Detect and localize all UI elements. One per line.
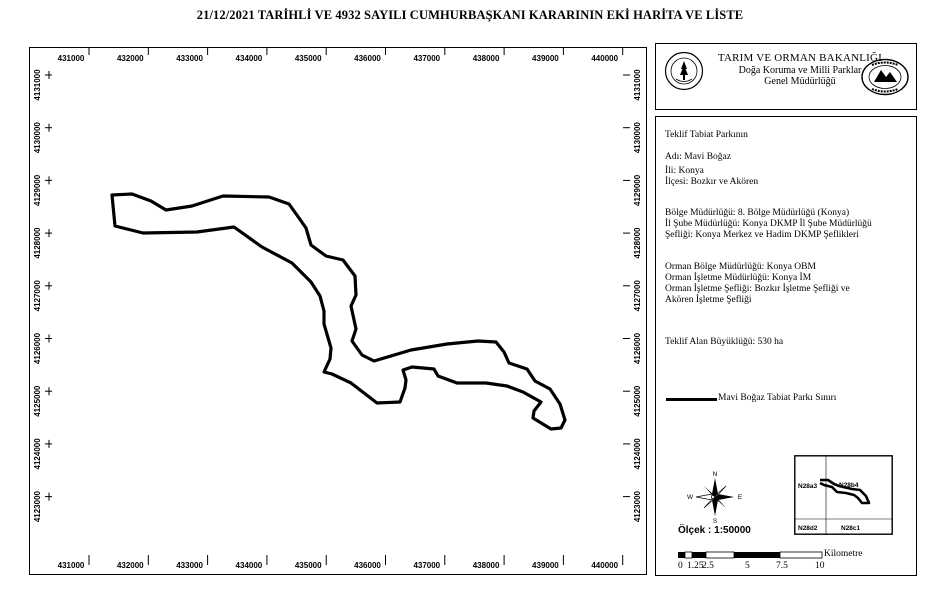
scale-ratio: Ölçek : 1:50000 [678,525,751,536]
x-tick-label-top: 438000 [472,54,500,63]
y-tick-label-right: 4129000 [633,174,642,206]
scale-unit: Kilometre [824,549,863,559]
y-tick-label-right: 4124000 [633,438,642,470]
park-province: İli: Konya [665,166,704,176]
x-tick-label-bottom: 439000 [532,561,559,570]
x-tick-label-top: 435000 [294,54,322,63]
park-name: Adı: Mavi Boğaz [665,152,731,162]
scale-tick-2-5: 2.5 [702,561,714,571]
y-tick-label-left: 4126000 [33,332,42,365]
sheet-n28d2: N28d2 [798,525,818,532]
x-tick-label-bottom: 440000 [591,561,619,570]
map-canvas [30,48,645,573]
chiefdom: Şefliği: Konya Merkez ve Hadim DKMP Şeflikleri [665,230,859,240]
region-directorate: Bölge Müdürlüğü: 8. Bölge Müdürlüğü (Konya) [665,208,850,218]
x-tick-label-top: 434000 [235,54,263,63]
y-tick-label-right: 4128000 [633,227,642,259]
info-heading: Teklif Tabiat Parkının [665,130,748,140]
park-boundary [112,194,565,429]
map-title: 21/12/2021 TARİHLİ VE 4932 SAYILI CUMHURBAŞKANI KARARININ EKİ HARİTA VE LİSTE [196,8,744,22]
x-tick-label-top: 440000 [591,54,619,63]
scale-tick-5: 5 [745,561,750,571]
y-tick-label-right: 4130000 [633,122,642,154]
forest-region: Orman Bölge Müdürlüğü: Konya OBM [665,262,816,272]
y-tick-label-right: 4131000 [633,69,642,101]
y-tick-label-left: 4124000 [33,438,42,470]
milli-parklar-seal-icon [860,58,910,96]
sheet-n28a3: N28a3 [798,483,818,490]
x-tick-label-top: 437000 [413,54,441,63]
x-tick-label-top: 432000 [116,54,144,63]
x-tick-label-bottom: 431000 [57,561,85,570]
index-map [794,455,893,535]
y-tick-label-right: 4123000 [633,491,642,523]
x-tick-label-bottom: 433000 [176,561,203,570]
park-district: İlçesi: Bozkır ve Akören [665,177,759,187]
agency-header [655,43,917,110]
compass-e: E [737,494,743,501]
y-tick-label-right: 4125000 [633,385,642,417]
scale-tick-0: 0 [678,561,683,571]
compass-rose-icon [687,469,743,525]
y-tick-label-left: 4130000 [33,122,42,154]
scale-tick-1-25: 1.25 [687,561,704,571]
legend-line-symbol [666,398,717,401]
scale-tick-10: 10 [815,561,825,571]
x-tick-label-bottom: 437000 [413,561,441,570]
department-line-2: Genel Müdürlüğü [764,76,836,87]
x-tick-label-top: 431000 [57,54,85,63]
x-tick-label-bottom: 438000 [472,561,500,570]
y-tick-label-left: 4127000 [33,280,42,312]
y-tick-label-left: 4128000 [33,227,42,259]
branch-directorate: İl Şube Müdürlüğü: Konya DKMP İl Şube Müdürlüğü [665,219,872,229]
y-tick-label-right: 4127000 [633,280,642,312]
x-tick-label-top: 433000 [176,54,203,63]
sheet-n28c1: N28c1 [841,525,861,532]
y-tick-label-left: 4129000 [33,174,42,206]
y-tick-label-left: 4125000 [33,385,42,417]
map-frame [29,47,647,575]
x-tick-label-top: 439000 [532,54,559,63]
forest-chiefdom-2: Akören İşletme Şefliği [665,295,752,305]
info-panel [655,116,917,576]
department-line-1: Doğa Koruma ve Milli Parklar [738,65,862,76]
x-tick-label-bottom: 434000 [235,561,263,570]
forest-chiefdom-1: Orman İşletme Şefliği: Bozkır İşletme Şefliği ve [665,284,850,294]
compass-n: N [712,471,718,478]
x-tick-label-top: 436000 [354,54,381,63]
forest-management: Orman İşletme Müdürlüğü: Konya İM [665,273,812,283]
sheet-n28b4: N28b4 [839,482,859,489]
x-tick-label-bottom: 432000 [116,561,144,570]
y-tick-label-left: 4123000 [33,491,42,523]
y-tick-label-left: 4131000 [33,69,42,101]
compass-s: S [712,518,718,525]
scale-tick-7-5: 7.5 [776,561,788,571]
ministry-seal-icon [664,51,704,91]
park-area: Teklif Alan Büyüklüğü: 530 ha [665,337,784,347]
x-tick-label-bottom: 435000 [294,561,322,570]
compass-w: W [687,494,694,501]
y-tick-label-right: 4126000 [633,332,642,365]
x-tick-label-bottom: 436000 [354,561,381,570]
ministry-name: TARIM VE ORMAN BAKANLIĞI [717,52,883,64]
legend-label: Mavi Boğaz Tabiat Parkı Sınırı [718,393,837,403]
